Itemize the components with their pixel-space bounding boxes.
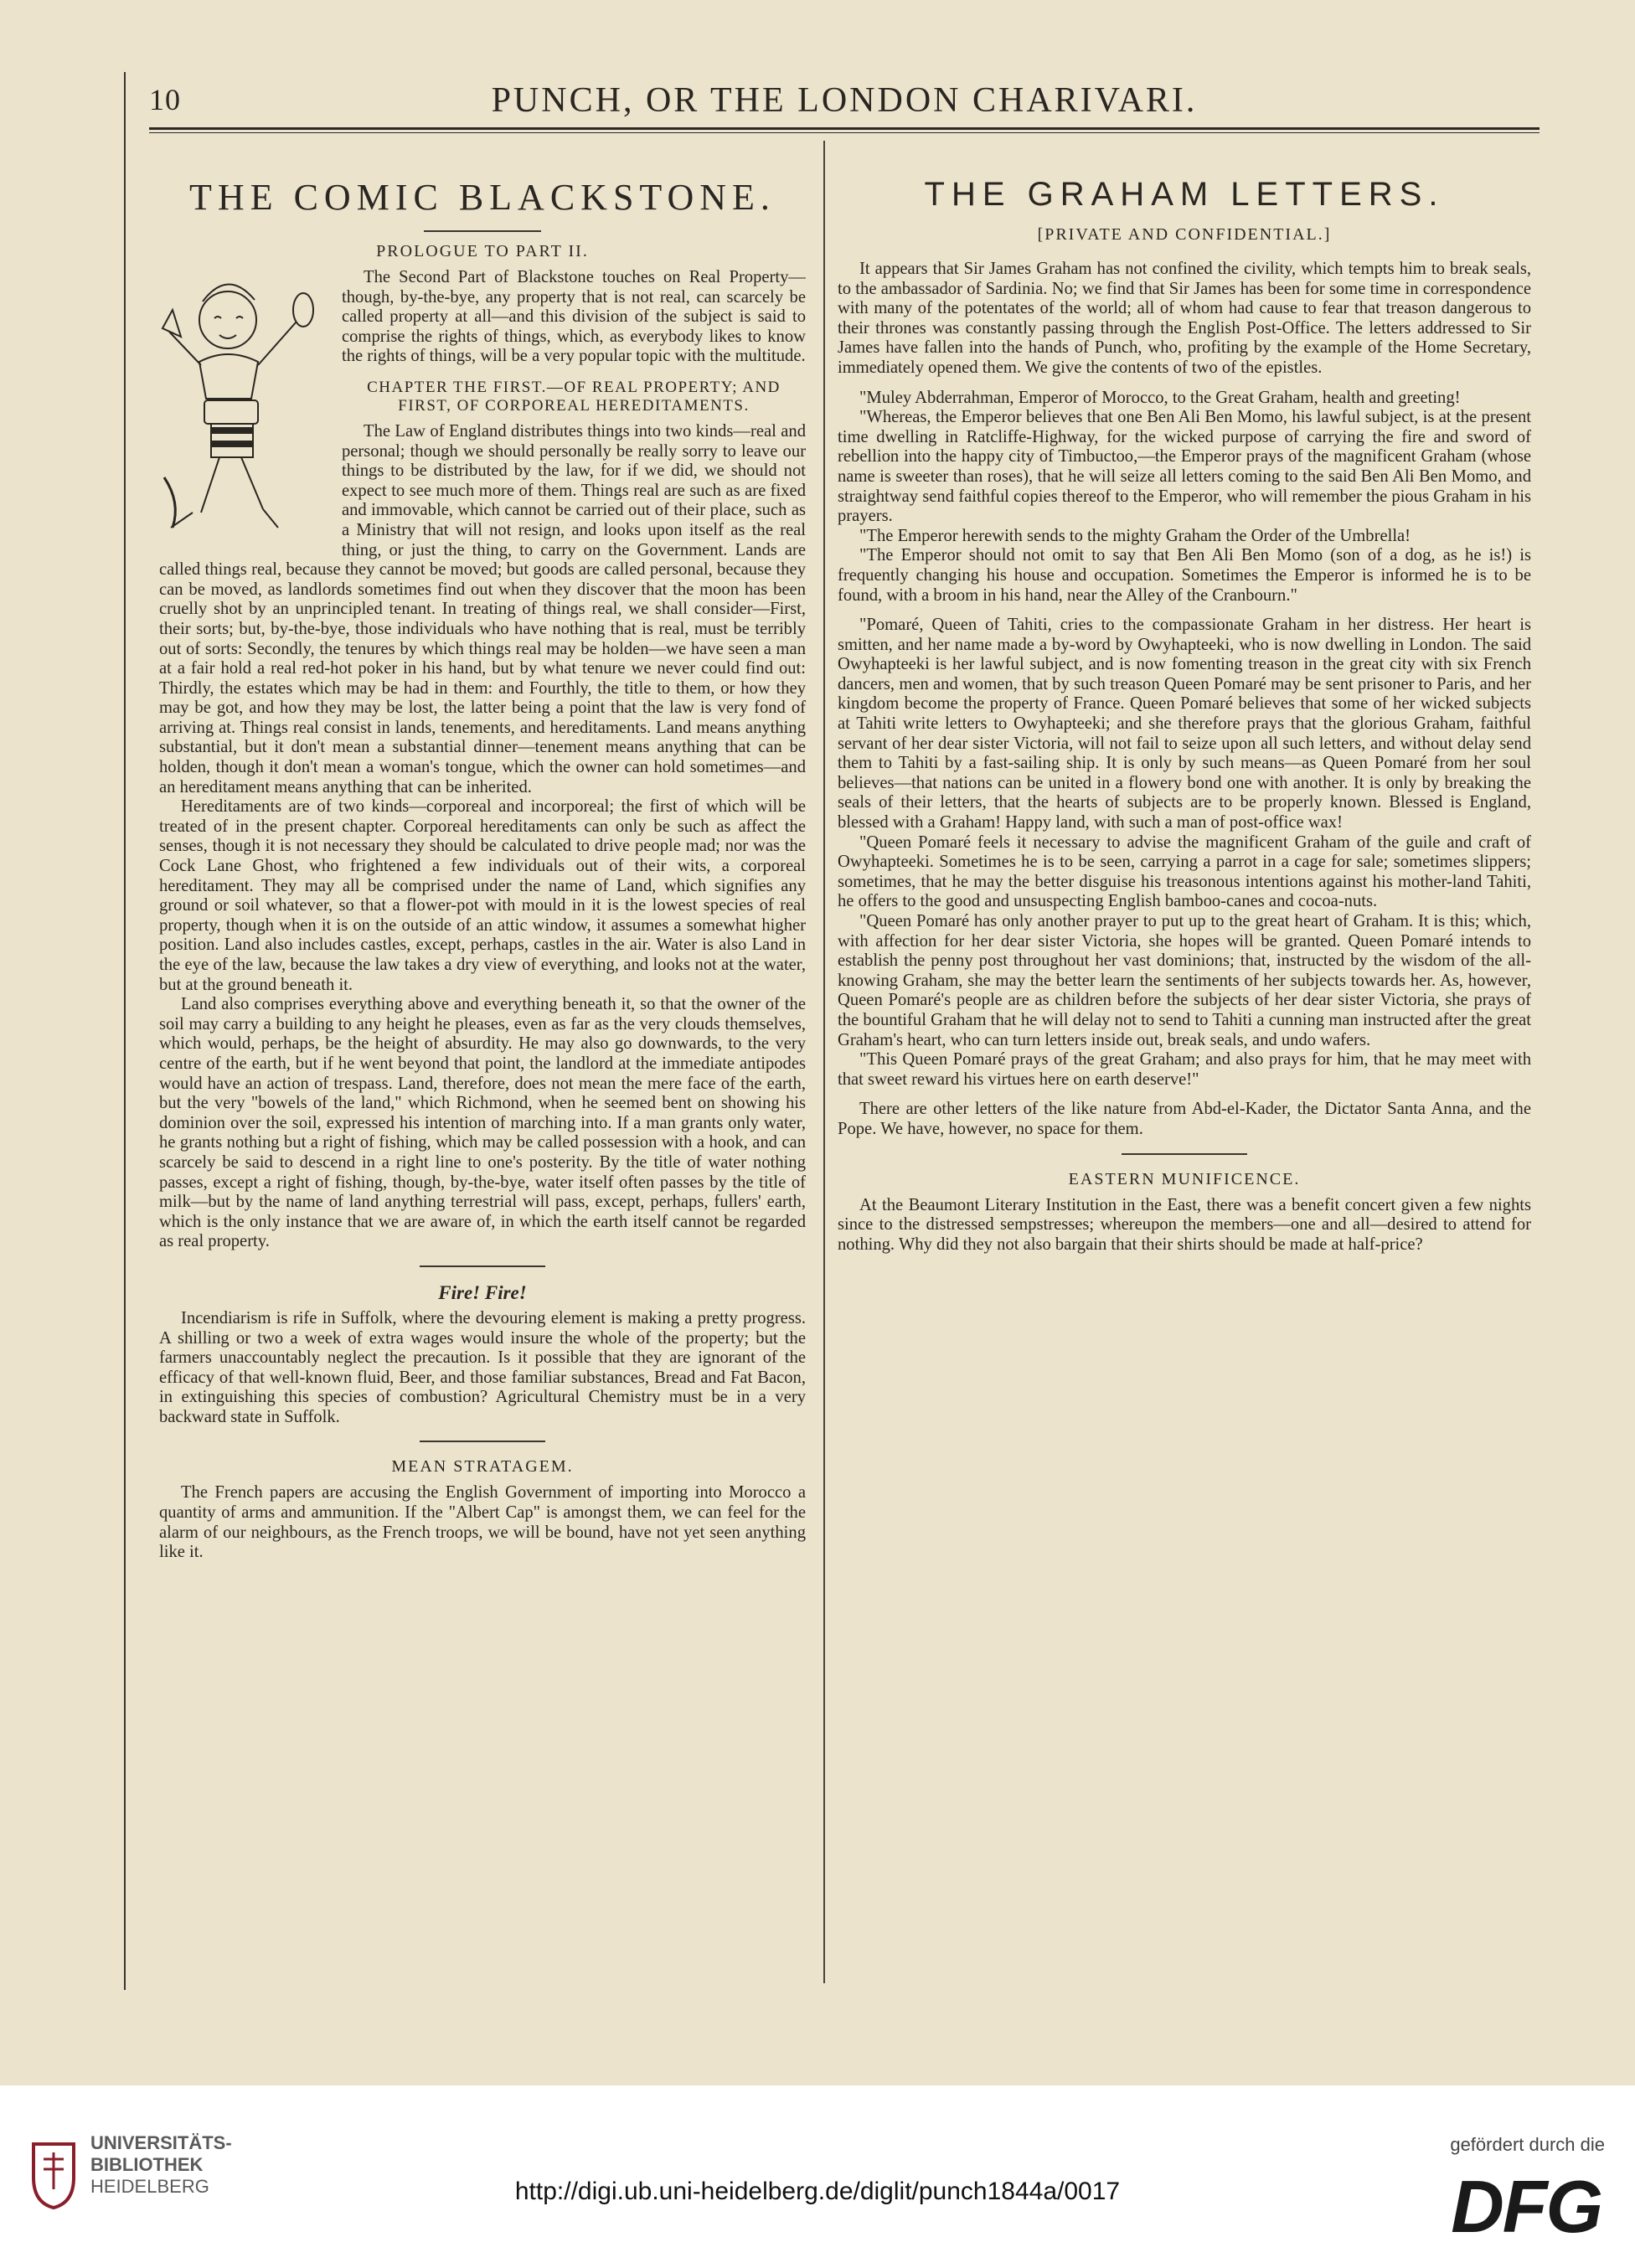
funded-by-label: gefördert durch die bbox=[1450, 2134, 1605, 2155]
graham-subtitle: [PRIVATE AND CONFIDENTIAL.] bbox=[1037, 225, 1332, 244]
left-column bbox=[159, 168, 806, 1977]
institution-line: UNIVERSITÄTS- bbox=[90, 2132, 232, 2153]
letter2-paragraph: "Queen Pomaré has only another prayer to put up to the great heart of Graham. It is this; which, with affection for her dear sister Victoria, she hopes will be granted. Queen Pomaré intends to establish the penny post throughout her vast dominions; that, instructed by the wisdom of the all-knowing Graham, she may the better learn the sentiments of her subjects towards her. As, however, Queen Pomaré's people are as children before the subjects of her dear sister Victoria, she prays of the bountiful Graham that he will delay not to send to Tahiti a cunning man instructed after the great Graham's heart, who can turn letters inside out, break seals, and undo wafers. bbox=[838, 912, 1531, 1049]
letter1-paragraph: "Muley Abderrahman, Emperor of Morocco, to the Great Graham, health and greeting! bbox=[859, 388, 1461, 407]
blackstone-paragraph-3: Land also comprises everything above and everything beneath it, so that the owner of the soil may carry a building to any height he pleases, even as far as the very clouds themselves, which would, perhaps, be the height of absurdity. He may also go downwards, to the very centre of the earth, but if he went beyond that point, the landlord at the immediate antipodes would have an action of trespass. Land, therefore, does not mean the mere face of the earth, but the very "bowels of the land," which Richmond, when he seemed bent on showing his dominion over the soil, expressed his intention of marching into. If a man grants only water, he grants nothing but a right of fishing, which may be called possession with a hook, and can scarcely be said to descend in a right line to one's posterity. By the title of water nothing passes, except a right of fishing, though, by-the-bye, water itself often passes by the title of milk—but by the name of land anything terrestrial will pass, except, perhaps, fullers' earth, which is the only instance that we are aware of, in which the earth itself cannot be regarded as real property. bbox=[159, 995, 806, 1251]
blackstone-paragraph-1: The Law of England distributes things into two kinds—real and personal; though we should personally be really sorry to leave our things to be distributed by the law, for if we did, we should not expect to see much more of them. Things real are such as are fixed and immovable, which cannot be carried out of their place, such as a Ministry that will not resign, and looks upon itself as the real thing, or just the thing, to carry on the Government. Lands are called things real, because they cannot be moved; but goods are called personal, because they can be moved, as landlords sometimes find out when they discover that the moon has been cruelly shot by an unprincipled tenant. In treating of things real, we shall consider—First, their sorts; but, by-the-bye, those individuals who have nothing that is real, must be terribly out of sorts: Secondly, the tenures by which things real may be holden—we have seen a man at a fair hold a real red-hot poker in his hand, but by what tenure we never could find out: Thirdly, the estates which may be had in them: and Fourthly, the title to them, or how they may be got, and how they may be lost, the latter being a point that the law is very fond of arriving at. Things real consist in lands, tenements, and hereditaments. Land means anything substantial, but it don't mean a substantial dinner—tenement means anything that can be holden, though it don't mean a woman's tongue, which the owner can hold sometimes—and an hereditament means anything that can be inherited. bbox=[159, 421, 806, 796]
section-rule bbox=[420, 1441, 545, 1442]
journal-title: PUNCH, OR THE LONDON CHARIVARI. bbox=[491, 81, 1198, 120]
letter2-paragraph: "This Queen Pomaré prays of the great Graham; and also prays for him, that he may meet with that sweet reward his virtues here on earth deserve!" bbox=[838, 1050, 1531, 1089]
graham-intro: It appears that Sir James Graham has not confined the civility, which tempts him to break seals, to the ambassador of Sardinia. No; we find that Sir James has been for some time in correspondence with many of the potentates of the world; all of whom had cause to fear that treason dangerous to their thrones was constantly passing through the English Post-Office. The letters addressed to Sir James have fallen into the hands of Punch, who, profiting by the example of the Home Secretary, immediately opened them. We give the contents of two of the epistles. bbox=[838, 260, 1531, 377]
running-head bbox=[149, 77, 1540, 124]
digitization-footer bbox=[0, 2085, 1635, 2268]
letter1-paragraph: "The Emperor herewith sends to the mighty Graham the Order of the Umbrella! bbox=[859, 526, 1411, 545]
letter2-paragraph: "Pomaré, Queen of Tahiti, cries to the compassionate Graham in her distress. Her heart is smitten, and her name made a by-word by Owyhapteeki, who is now dwelling in London. The said Owyhapteeki is her lawful subject, and is now fomenting treason in the great city with six French dancers, men and women, that by such treason Queen Pomaré may be sent prisoner to Paris, and her kingdom become the property of France. Queen Pomaré believes that some of her wicked subjects at Tahiti write letters to Owyhapteeki; and she therefore prays that the glorious Graham, faithful servant of her dear sister Victoria, will not fail to seize upon all such letters, and without delay send them to Tahiti by a fast-sailing ship. It is only by such means—as Queen Pomaré from her soul believes—that nations can be united in a flowery bond one with another. It is only by breaking the seals of their letters, that the hearts of subjects are to be properly known. Blessed is England, blessed with a Graham! Happy land, with such a man of post-office wax! bbox=[838, 616, 1531, 832]
letter2-paragraph: "Queen Pomaré feels it necessary to advise the magnificent Graham of the guile and craft of Owyhapteeki. Sometimes he is to be seen, carrying a parrot in a cage for sale; sometimes slippers; sometimes, that he may the better disguise his treasonous intentions against his mother-land Tahiti, he offers to the good and unsuspecting English bamboo-canes and cocoa-nuts. bbox=[838, 832, 1531, 911]
institution-line: BIBLIOTHEK bbox=[90, 2154, 204, 2175]
chapter-heading: CHAPTER THE FIRST.—OF REAL PROPERTY; AND FIRST, OF CORPOREAL HEREDITAMENTS. bbox=[367, 378, 781, 415]
prologue-heading: PROLOGUE TO PART II. bbox=[376, 242, 589, 260]
fire-text: Incendiarism is rife in Suffolk, where the devouring element is making a pretty progress. A shilling or two a week of extra wages would insure the whole of the property; but the farmers unaccountably neglect the precaution. Is it possible that they are ignorant of the efficacy of that well-known fluid, Beer, and those familiar substances, Bread and Fat Bacon, in extinguishing this species of combustion? Agricultural Chemistry must be in a very backward state in Suffolk. bbox=[159, 1308, 806, 1426]
section-rule bbox=[1122, 1153, 1247, 1155]
permalink-url[interactable]: http://digi.ub.uni-heidelberg.de/diglit/punch1844a/0017 bbox=[514, 2178, 1121, 2205]
fire-heading: Fire! Fire! bbox=[438, 1281, 527, 1303]
blackstone-title: THE COMIC BLACKSTONE. bbox=[189, 177, 776, 218]
stratagem-text: The French papers are accusing the English Government of importing into Morocco a quantity of arms and ammunition. If the "Albert Cap" is amongst them, we can feel for the alarm of our neighbours, as the French troops, we will be bound, have not yet seen anything like it. bbox=[159, 1483, 806, 1562]
letter1-paragraph: "The Emperor should not omit to say that Ben Ali Ben Momo (son of a dog, as he is!) is frequently changing his house and occupation. Sometimes the Emperor is informed he is to be found, with a broom in his hand, near the Alley of the Cranbourn." bbox=[838, 546, 1531, 605]
eastern-text: At the Beaumont Literary Institution in the East, there was a benefit concert given a few nights since to the distressed sempstresses; whereupon the members—one and all—desired to attend for nothing. Why did they not also bargain that their shirts should be made at half-price? bbox=[838, 1195, 1531, 1254]
section-rule bbox=[420, 1265, 545, 1267]
jester-drop-figure-icon bbox=[159, 268, 332, 544]
institution-line: HEIDELBERG bbox=[90, 2176, 209, 2197]
column-divider bbox=[823, 141, 825, 1983]
dfg-logo: DFG bbox=[1451, 2165, 1601, 2248]
header-double-rule bbox=[149, 127, 1540, 133]
title-rule bbox=[424, 230, 541, 232]
blackstone-intro: The Second Part of Blackstone touches on Real Property—though, by-the-bye, any property that is not real, can scarcely be called property at all—and this division of the subject is said to comprise the rights of things, which, as everybody likes to know the rights of things, will be a very popular topic with the multitude. bbox=[342, 268, 806, 366]
page-number: 10 bbox=[149, 83, 181, 116]
letter1-paragraph: "Whereas, the Emperor believes that one Ben Ali Ben Momo, his lawful subject, is at the present time dwelling in Ratcliffe-Highway, for the wicked purpose of carrying the fire and sword of rebellion into the happy city of Timbuctoo,—the Emperor prays of the magnificent Graham (whose name is sweeter than roses), that he will seize all letters coming to the said Ben Ali Ben Momo, and straightway send faithful copies thereof to the Emperor, who will remember the pious Graham in his prayers. bbox=[838, 408, 1531, 526]
stratagem-heading: MEAN STRATAGEM. bbox=[391, 1457, 574, 1477]
graham-closing: There are other letters of the like nature from Abd-el-Kader, the Dictator Santa Anna, and the Pope. We have, however, no space for them. bbox=[838, 1100, 1531, 1138]
blackstone-paragraph-2: Hereditaments are of two kinds—corporeal and incorporeal; the first of which will be treated of in the present chapter. Corporeal hereditaments can only be such as affect the senses, though it is not necessary they should be calculated to drive people mad; nor was the Cock Lane Ghost, who frightened a few individuals out of their wits, a corporeal hereditament. They may all be comprised under the name of Land, which signifies any ground or soil whatever, so that a flower-pot with mould in it is the lowest species of real property, though when it is on the outside of an attic window, it assumes a somewhat higher position. Land also includes castles, except, perhaps, castles in the air. Water is also Land in the eye of the law, because the law takes a dry view of everything, and looks not at the water, but at the ground beneath it. bbox=[159, 797, 806, 994]
eastern-heading: EASTERN MUNIFICENCE. bbox=[1068, 1169, 1301, 1188]
graham-title: THE GRAHAM LETTERS. bbox=[924, 176, 1445, 213]
right-column bbox=[838, 168, 1531, 1977]
